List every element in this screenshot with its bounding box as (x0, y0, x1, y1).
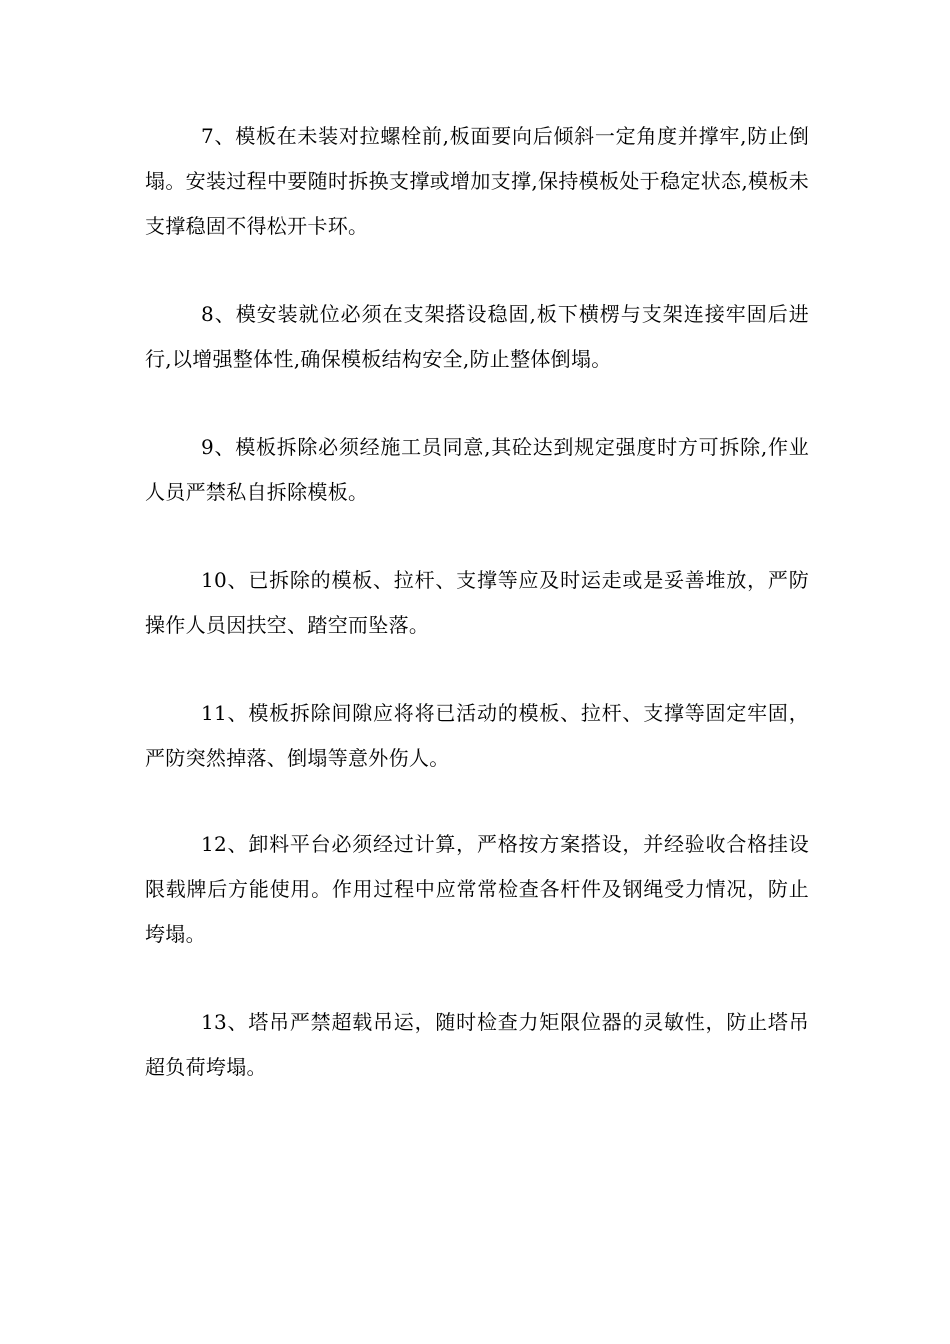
document-page (145, 114, 809, 1132)
paragraph-item-12: 12、卸料平台必须经过计算，严格按方案搭设，并经验收合格挂设限载牌后方能使用。作用过程中应常常检查各杆件及钢绳受力情况，防止垮塌。 (145, 832, 809, 946)
paragraph-item-8: 8、模安装就位必须在支架搭设稳固,板下横楞与支架连接牢固后进行,以增强整体性,确保模板结构安全,防止整体倒塌。 (145, 302, 809, 371)
paragraph-item-10: 10、已拆除的模板、拉杆、支撑等应及时运走或是妥善堆放，严防操作人员因扶空、踏空而坠落。 (145, 568, 809, 637)
paragraph-item-13: 13、塔吊严禁超载吊运，随时检查力矩限位器的灵敏性，防止塔吊超负荷垮塌。 (145, 1010, 809, 1079)
paragraph-item-7: 7、模板在未装对拉螺栓前,板面要向后倾斜一定角度并撑牢,防止倒塌。安装过程中要随时拆换支撑或增加支撑,保持模板处于稳定状态,模板未支撑稳固不得松开卡环。 (145, 124, 809, 238)
paragraph-item-9: 9、模板拆除必须经施工员同意,其砼达到规定强度时方可拆除,作业人员严禁私自拆除模板。 (145, 435, 809, 504)
paragraph-item-11: 11、模板拆除间隙应将将已活动的模板、拉杆、支撑等固定牢固，严防突然掉落、倒塌等意外伤人。 (145, 701, 809, 770)
